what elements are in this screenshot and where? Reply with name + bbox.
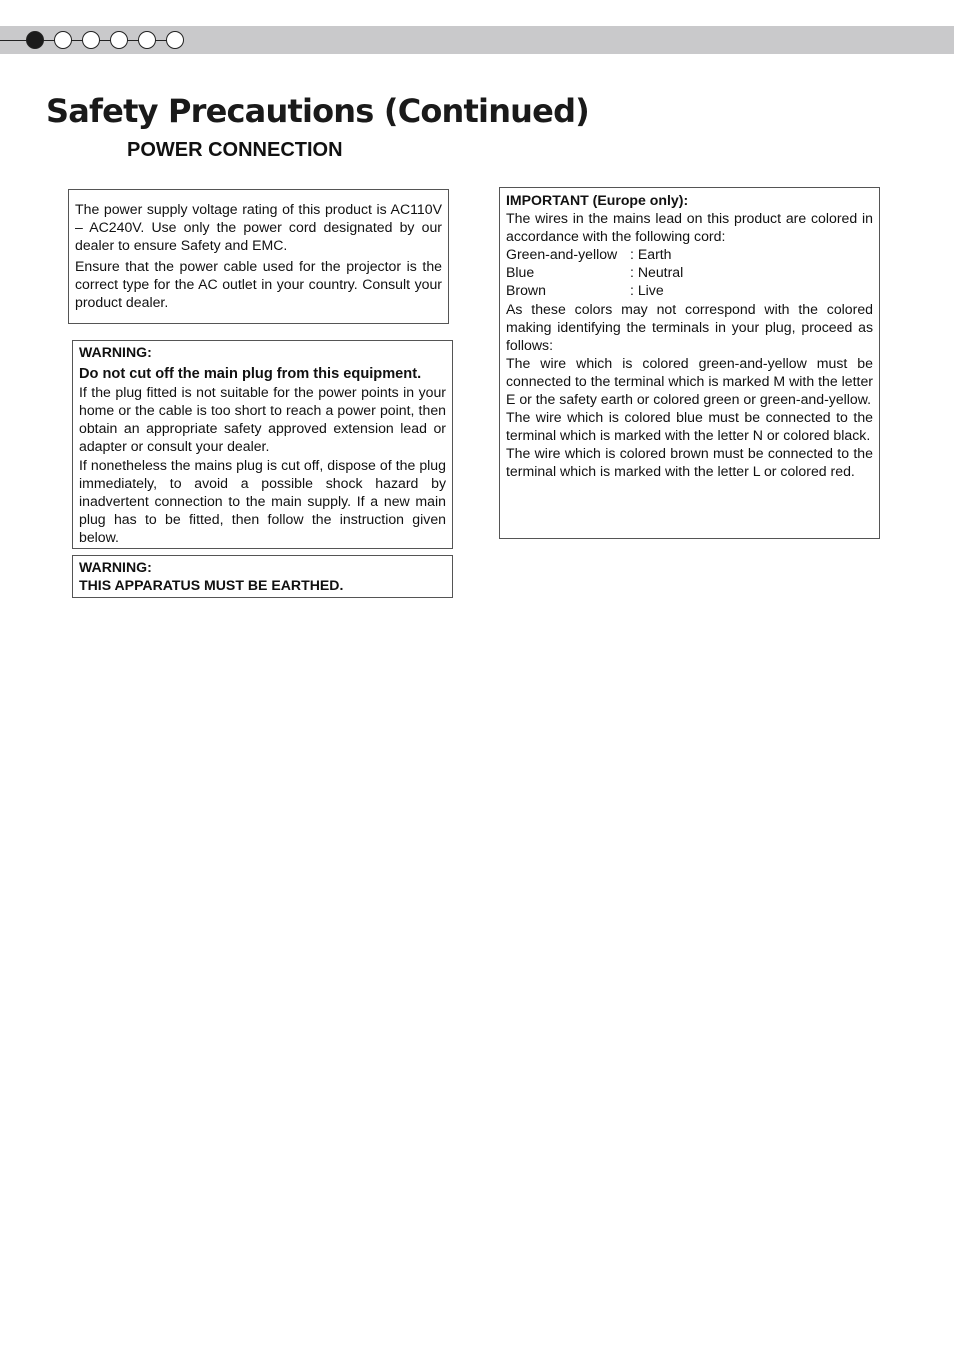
warning-paragraph-2: If nonetheless the mains plug is cut off, dispose of the plug immediately, to avoid a possible shock hazard by inadvertent connection to the main supply. If a new main plug has to be fitted, then follow the instruction given below. bbox=[79, 456, 446, 545]
warning-paragraph-1: If the plug fitted is not suitable for the power points in your home or the cable is too short to reach a power point, then obtain an appropriate safety approved extension lead or adapter or consult your dealer. bbox=[79, 384, 446, 455]
warning-earth-heading: WARNING: bbox=[79, 559, 152, 575]
page-title: Safety Precautions (Continued) bbox=[46, 92, 590, 130]
warning-bold-statement: Do not cut off the main plug from this equipment. bbox=[79, 366, 422, 383]
wire-meaning: : Live bbox=[630, 282, 664, 299]
voltage-paragraph-2: Ensure that the power cable used for the projector is the correct type for the AC outlet in your country. Consult your product dealer. bbox=[75, 258, 442, 311]
wire-row-brown bbox=[506, 281, 873, 299]
wire-row-blue bbox=[506, 263, 873, 281]
important-europe-box bbox=[499, 187, 880, 539]
wire-row-green-yellow bbox=[506, 245, 873, 263]
important-intro: The wires in the mains lead on this product are colored in accordance with the following cord: bbox=[506, 210, 873, 245]
step-dot bbox=[54, 31, 72, 49]
section-title: POWER CONNECTION bbox=[127, 139, 343, 161]
wire-color: Green-and-yellow bbox=[506, 246, 618, 263]
step-dot bbox=[26, 31, 44, 49]
step-dot bbox=[82, 31, 100, 49]
important-paragraph-5: The wire which is colored brown must be connected to the terminal which is marked with the letter L or colored red. bbox=[506, 445, 873, 480]
warning-earth-text: THIS APPARATUS MUST BE EARTHED. bbox=[79, 577, 344, 594]
warning-earth-box bbox=[72, 555, 453, 598]
important-heading: IMPORTANT (Europe only): bbox=[506, 192, 689, 208]
wire-color: Blue bbox=[506, 264, 535, 281]
important-paragraph-3: The wire which is colored green-and-yellow must be connected to the terminal which is marked M with the letter E or the safety earth or colored green or green-and-yellow. bbox=[506, 354, 873, 408]
step-dot bbox=[110, 31, 128, 49]
important-paragraph-2: As these colors may not correspond with the colored making identifying the terminals in your plug, proceed as follows: bbox=[506, 300, 873, 353]
wire-meaning: : Neutral bbox=[630, 264, 684, 281]
voltage-paragraph-1: The power supply voltage rating of this product is AC110V – AC240V. Use only the power cord designated by our dealer to ensure Safety and EMC. bbox=[75, 201, 442, 254]
step-dot bbox=[166, 31, 184, 49]
wire-color: Brown bbox=[506, 282, 546, 299]
important-paragraph-4: The wire which is colored blue must be connected to the terminal which is marked with the letter N or colored black. bbox=[506, 409, 873, 444]
warning-heading: WARNING: bbox=[79, 344, 152, 360]
step-dot bbox=[138, 31, 156, 49]
wire-meaning: : Earth bbox=[630, 246, 672, 263]
warning-plug-box bbox=[72, 340, 453, 549]
voltage-info-box bbox=[68, 189, 449, 324]
